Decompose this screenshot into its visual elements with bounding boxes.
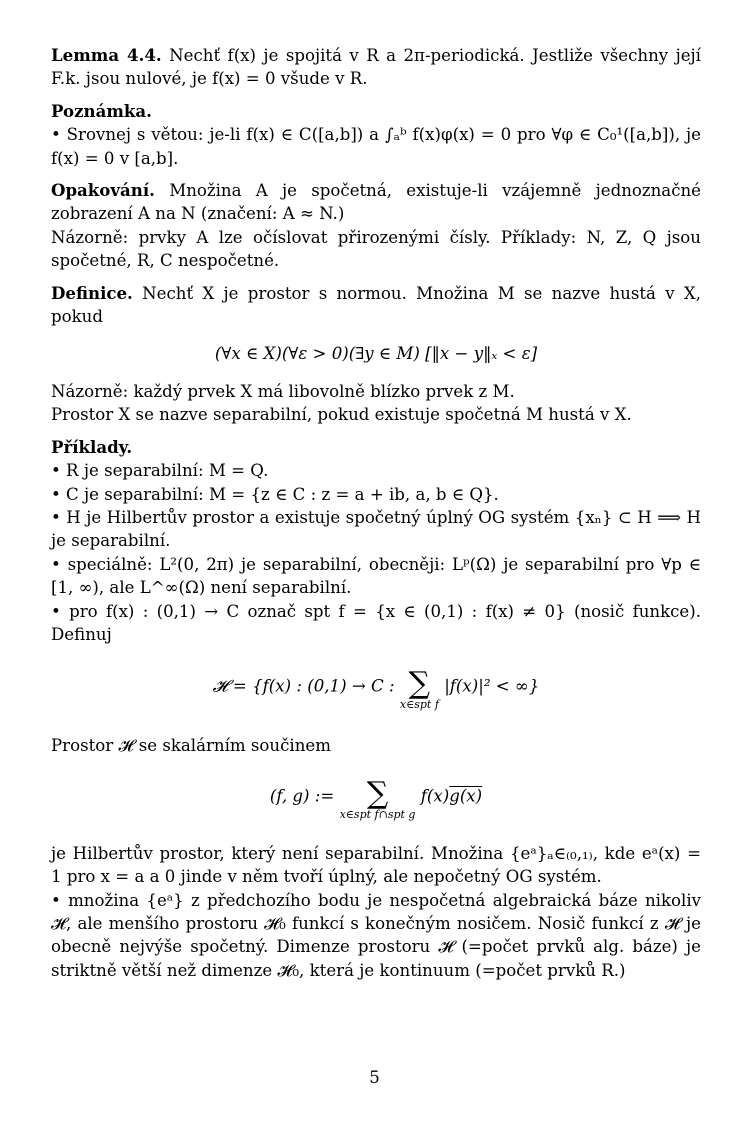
opakovani-text2: Názorně: prvky A lze očíslovat přirozenými čísly. Příklady: N, Z, Q jsou spočetné, R, C nespočetné.: [51, 227, 701, 271]
lemma-paragraph: [51, 44, 701, 91]
priklady-label: Příklady.: [51, 436, 133, 457]
formula-ip-sub: x∈spt f∩spt g: [339, 807, 416, 821]
density-formula: (∀x ∈ X)(∀ε > 0)(∃y ∈ M) [‖x − y‖ₓ < ε]: [214, 344, 538, 364]
formula-h-left: 𝓗 = {f(x) : (0,1) → C :: [212, 676, 395, 696]
formula-h-sub: x∈spt f: [399, 698, 439, 712]
poznamka-text: • Srovnej s větou: je-li f(x) ∈ C([a,b]) a ∫ₐᵇ f(x)φ(x) = 0 pro ∀φ ∈ C₀¹([a,b]), je f(x) = 0 v [a,b].: [51, 125, 701, 168]
page-number: 5: [369, 1068, 380, 1087]
formula-ip-right-b: g(x): [449, 786, 483, 806]
sum-operator: [399, 666, 439, 712]
formula-ip-left: (f, g) :=: [269, 786, 335, 806]
inner-product-formula: [51, 775, 701, 821]
sum-symbol-ip: ∑: [366, 775, 389, 811]
definice-label: Definice.: [51, 282, 133, 303]
definice-text: Nechť X je prostor s normou. Množina M se nazve hustá v X, pokud: [51, 283, 701, 327]
formula-ip-right-a: f(x): [420, 786, 450, 806]
prostor-text: Prostor 𝓗 se skalárním součinem: [51, 736, 331, 756]
opakovani-label: Opakování.: [51, 180, 155, 201]
priklady-item-5: • pro f(x) : (0,1) → C označ spt f = {x ∈ (0,1) : f(x) ≠ 0} (nosič funkce). Definuj: [51, 601, 701, 644]
definice-after1: Názorně: každý prvek X má libovolně blízko prvek z M.: [51, 381, 515, 401]
definice-after2: Prostor X se nazve separabilní, pokud existuje spočetná M hustá v X.: [51, 405, 632, 425]
opakovani-text: Množina A je spočetná, existuje-li vzájemně jednoznačné zobrazení A na N (značení: A ≈ N.): [51, 181, 701, 224]
priklady-item-2: • C je separabilní: M = {z ∈ C : z = a + ib, a, b ∈ Q}.: [51, 484, 499, 504]
lemma-text: Nechť f(x) je spojitá v R a 2π-periodická. Jestliže všechny její F.k. jsou nulové, je f(x) = 0 všude v R.: [51, 46, 701, 89]
lemma-label: Lemma 4.4.: [51, 45, 162, 65]
sum-symbol: ∑: [408, 666, 431, 702]
priklady-item-3: • H je Hilbertův prostor a existuje spočetný úplný OG systém {xₙ} ⊂ H ⟹ H je separabilní.: [51, 507, 701, 551]
hilbert-space-formula: [51, 666, 701, 712]
sum-operator-ip: [339, 775, 416, 822]
document-page: [51, 44, 701, 982]
priklady-last: • množina {eᵃ} z předchozího bodu je nespočetná algebraická báze nikoliv 𝓗, ale menšího prostoru 𝓗₀ funkcí s konečným nosičem. Nosič funkcí z 𝓗 je obecně nejvýše spočetný. Dimenze prostoru 𝓗 (=počet prvků alg. báze) je striktně větší než dimenze 𝓗₀, která je kontinuum (=počet prvků R.): [51, 890, 701, 980]
poznamka-label: Poznámka.: [51, 100, 152, 121]
priklady-item-1: • R je separabilní: M = Q.: [51, 461, 269, 481]
definice-paragraph: [51, 282, 701, 329]
formula-h-right: |f(x)|² < ∞}: [444, 676, 540, 696]
opakovani-paragraph: [51, 179, 701, 226]
after-inner-product: je Hilbertův prostor, který není separabilní. Množina {eᵃ}ₐ∈₍₀,₁₎, kde eᵃ(x) = 1 pro x = a a 0 jinde v něm tvoří úplný, ale nepočetný OG systém.: [51, 843, 701, 887]
priklady-item-4: • speciálně: L²(0, 2π) je separabilní, obecněji: Lᵖ(Ω) je separabilní pro ∀p ∈ [1, ∞), ale L^∞(Ω) není separabilní.: [51, 554, 701, 598]
